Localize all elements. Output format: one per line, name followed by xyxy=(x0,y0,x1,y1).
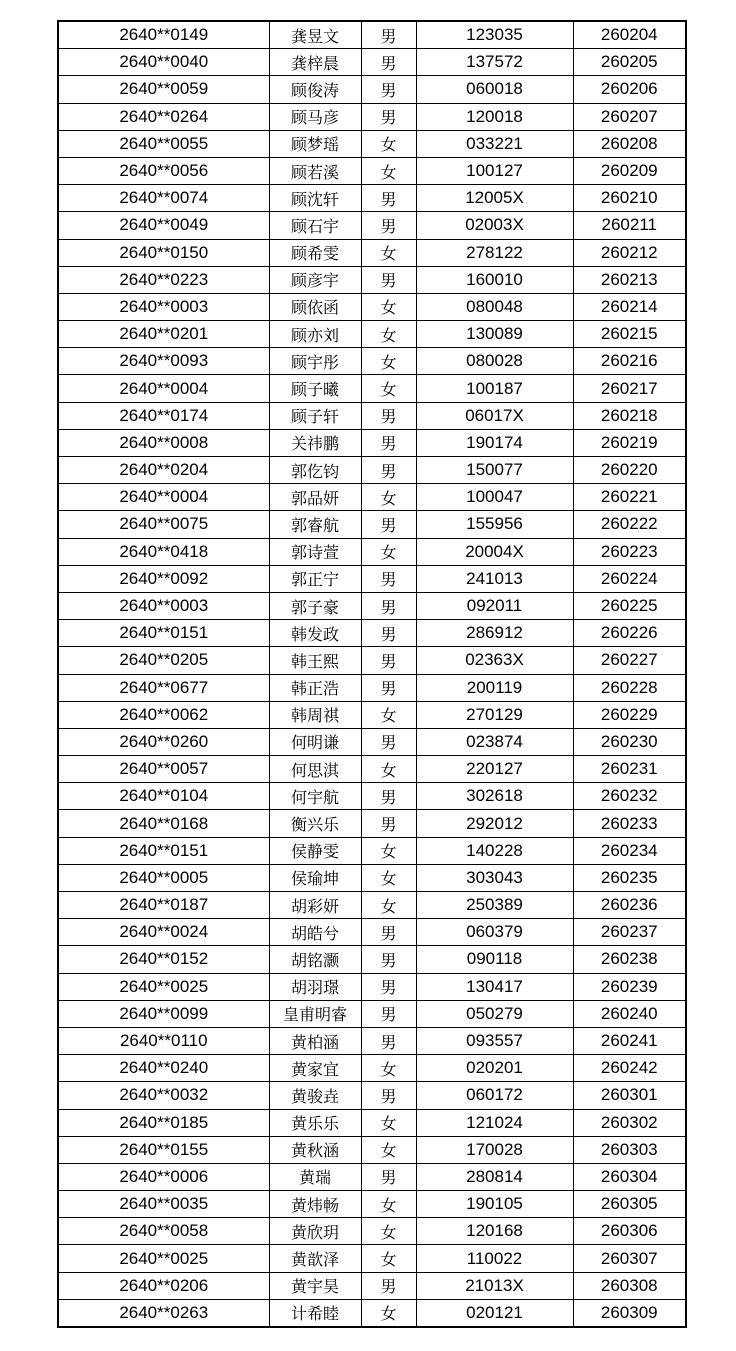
name-cell: 郭子豪 xyxy=(269,592,361,619)
seat-number-cell: 260241 xyxy=(573,1027,686,1054)
table-row xyxy=(58,293,686,320)
name-cell: 胡羽璟 xyxy=(269,973,361,1000)
id-number-cell: 2640**0205 xyxy=(58,647,269,674)
gender-cell: 男 xyxy=(361,946,416,973)
code-cell: 080048 xyxy=(416,293,573,320)
seat-number-cell: 260210 xyxy=(573,185,686,212)
seat-number-cell: 260217 xyxy=(573,375,686,402)
id-number-cell: 2640**0204 xyxy=(58,457,269,484)
name-cell: 侯静雯 xyxy=(269,837,361,864)
id-number-cell: 2640**0025 xyxy=(58,973,269,1000)
name-cell: 计希睦 xyxy=(269,1299,361,1327)
gender-cell: 男 xyxy=(361,1163,416,1190)
seat-number-cell: 260224 xyxy=(573,565,686,592)
code-cell: 050279 xyxy=(416,1000,573,1027)
code-cell: 155956 xyxy=(416,511,573,538)
code-cell: 137572 xyxy=(416,49,573,76)
table-row xyxy=(58,946,686,973)
table-row xyxy=(58,1109,686,1136)
code-cell: 20004X xyxy=(416,538,573,565)
code-cell: 020201 xyxy=(416,1055,573,1082)
code-cell: 080028 xyxy=(416,348,573,375)
code-cell: 020121 xyxy=(416,1299,573,1327)
seat-number-cell: 260215 xyxy=(573,321,686,348)
seat-number-cell: 260235 xyxy=(573,864,686,891)
code-cell: 123035 xyxy=(416,21,573,49)
name-cell: 郭品妍 xyxy=(269,484,361,511)
roster-table xyxy=(57,20,687,1328)
id-number-cell: 2640**0003 xyxy=(58,592,269,619)
code-cell: 278122 xyxy=(416,239,573,266)
id-number-cell: 2640**0025 xyxy=(58,1245,269,1272)
gender-cell: 男 xyxy=(361,103,416,130)
table-row xyxy=(58,429,686,456)
table-row xyxy=(58,49,686,76)
code-cell: 121024 xyxy=(416,1109,573,1136)
table-row xyxy=(58,1245,686,1272)
table-row xyxy=(58,1000,686,1027)
seat-number-cell: 260229 xyxy=(573,701,686,728)
seat-number-cell: 260231 xyxy=(573,756,686,783)
seat-number-cell: 260205 xyxy=(573,49,686,76)
name-cell: 黄宇昊 xyxy=(269,1272,361,1299)
id-number-cell: 2640**0024 xyxy=(58,919,269,946)
table-row xyxy=(58,565,686,592)
id-number-cell: 2640**0062 xyxy=(58,701,269,728)
gender-cell: 男 xyxy=(361,674,416,701)
gender-cell: 女 xyxy=(361,1191,416,1218)
seat-number-cell: 260222 xyxy=(573,511,686,538)
table-row xyxy=(58,1218,686,1245)
table-row xyxy=(58,674,686,701)
name-cell: 胡铭灏 xyxy=(269,946,361,973)
seat-number-cell: 260225 xyxy=(573,592,686,619)
name-cell: 顾子轩 xyxy=(269,402,361,429)
name-cell: 顾希雯 xyxy=(269,239,361,266)
code-cell: 302618 xyxy=(416,783,573,810)
gender-cell: 男 xyxy=(361,429,416,456)
gender-cell: 男 xyxy=(361,185,416,212)
gender-cell: 男 xyxy=(361,647,416,674)
name-cell: 黄骏垚 xyxy=(269,1082,361,1109)
id-number-cell: 2640**0040 xyxy=(58,49,269,76)
table-row xyxy=(58,1299,686,1327)
table-row xyxy=(58,538,686,565)
gender-cell: 女 xyxy=(361,1055,416,1082)
name-cell: 韩周祺 xyxy=(269,701,361,728)
code-cell: 286912 xyxy=(416,620,573,647)
table-row xyxy=(58,701,686,728)
name-cell: 龚昱文 xyxy=(269,21,361,49)
seat-number-cell: 260236 xyxy=(573,892,686,919)
id-number-cell: 2640**0418 xyxy=(58,538,269,565)
seat-number-cell: 260227 xyxy=(573,647,686,674)
gender-cell: 女 xyxy=(361,293,416,320)
table-row xyxy=(58,511,686,538)
table-row xyxy=(58,892,686,919)
code-cell: 02003X xyxy=(416,212,573,239)
seat-number-cell: 260223 xyxy=(573,538,686,565)
id-number-cell: 2640**0093 xyxy=(58,348,269,375)
table-row xyxy=(58,756,686,783)
table-row xyxy=(58,1055,686,1082)
name-cell: 黄秋涵 xyxy=(269,1136,361,1163)
table-row xyxy=(58,592,686,619)
name-cell: 黄柏涵 xyxy=(269,1027,361,1054)
code-cell: 060379 xyxy=(416,919,573,946)
seat-number-cell: 260209 xyxy=(573,157,686,184)
name-cell: 黄乐乐 xyxy=(269,1109,361,1136)
name-cell: 韩王熙 xyxy=(269,647,361,674)
code-cell: 292012 xyxy=(416,810,573,837)
seat-number-cell: 260308 xyxy=(573,1272,686,1299)
id-number-cell: 2640**0151 xyxy=(58,837,269,864)
gender-cell: 女 xyxy=(361,321,416,348)
gender-cell: 女 xyxy=(361,756,416,783)
code-cell: 270129 xyxy=(416,701,573,728)
seat-number-cell: 260309 xyxy=(573,1299,686,1327)
seat-number-cell: 260207 xyxy=(573,103,686,130)
id-number-cell: 2640**0005 xyxy=(58,864,269,891)
table-row xyxy=(58,402,686,429)
code-cell: 06017X xyxy=(416,402,573,429)
roster-table-body xyxy=(58,21,686,1327)
gender-cell: 男 xyxy=(361,212,416,239)
id-number-cell: 2640**0151 xyxy=(58,620,269,647)
table-row xyxy=(58,212,686,239)
seat-number-cell: 260304 xyxy=(573,1163,686,1190)
gender-cell: 男 xyxy=(361,76,416,103)
id-number-cell: 2640**0056 xyxy=(58,157,269,184)
name-cell: 顾依函 xyxy=(269,293,361,320)
seat-number-cell: 260221 xyxy=(573,484,686,511)
table-row xyxy=(58,375,686,402)
code-cell: 220127 xyxy=(416,756,573,783)
table-row xyxy=(58,647,686,674)
id-number-cell: 2640**0155 xyxy=(58,1136,269,1163)
seat-number-cell: 260206 xyxy=(573,76,686,103)
seat-number-cell: 260306 xyxy=(573,1218,686,1245)
code-cell: 280814 xyxy=(416,1163,573,1190)
gender-cell: 女 xyxy=(361,375,416,402)
seat-number-cell: 260301 xyxy=(573,1082,686,1109)
name-cell: 郭诗萱 xyxy=(269,538,361,565)
id-number-cell: 2640**0004 xyxy=(58,484,269,511)
table-row xyxy=(58,1272,686,1299)
table-row xyxy=(58,321,686,348)
name-cell: 何宇航 xyxy=(269,783,361,810)
name-cell: 皇甫明睿 xyxy=(269,1000,361,1027)
id-number-cell: 2640**0240 xyxy=(58,1055,269,1082)
table-row xyxy=(58,1163,686,1190)
seat-number-cell: 260234 xyxy=(573,837,686,864)
code-cell: 303043 xyxy=(416,864,573,891)
table-row xyxy=(58,1191,686,1218)
name-cell: 顾俊涛 xyxy=(269,76,361,103)
code-cell: 033221 xyxy=(416,130,573,157)
id-number-cell: 2640**0264 xyxy=(58,103,269,130)
table-row xyxy=(58,620,686,647)
id-number-cell: 2640**0032 xyxy=(58,1082,269,1109)
id-number-cell: 2640**0075 xyxy=(58,511,269,538)
table-row xyxy=(58,239,686,266)
table-row xyxy=(58,130,686,157)
name-cell: 黄歆泽 xyxy=(269,1245,361,1272)
id-number-cell: 2640**0059 xyxy=(58,76,269,103)
code-cell: 02363X xyxy=(416,647,573,674)
table-row xyxy=(58,810,686,837)
gender-cell: 男 xyxy=(361,457,416,484)
id-number-cell: 2640**0152 xyxy=(58,946,269,973)
table-row xyxy=(58,864,686,891)
code-cell: 100047 xyxy=(416,484,573,511)
table-row xyxy=(58,157,686,184)
code-cell: 12005X xyxy=(416,185,573,212)
gender-cell: 女 xyxy=(361,538,416,565)
name-cell: 何思淇 xyxy=(269,756,361,783)
gender-cell: 男 xyxy=(361,1027,416,1054)
gender-cell: 男 xyxy=(361,1272,416,1299)
seat-number-cell: 260219 xyxy=(573,429,686,456)
gender-cell: 女 xyxy=(361,239,416,266)
gender-cell: 女 xyxy=(361,130,416,157)
gender-cell: 男 xyxy=(361,620,416,647)
seat-number-cell: 260238 xyxy=(573,946,686,973)
name-cell: 顾彦宇 xyxy=(269,266,361,293)
name-cell: 衡兴乐 xyxy=(269,810,361,837)
code-cell: 130089 xyxy=(416,321,573,348)
gender-cell: 男 xyxy=(361,565,416,592)
seat-number-cell: 260220 xyxy=(573,457,686,484)
seat-number-cell: 260208 xyxy=(573,130,686,157)
seat-number-cell: 260233 xyxy=(573,810,686,837)
gender-cell: 女 xyxy=(361,701,416,728)
name-cell: 郭睿航 xyxy=(269,511,361,538)
gender-cell: 男 xyxy=(361,1000,416,1027)
table-row xyxy=(58,185,686,212)
gender-cell: 女 xyxy=(361,484,416,511)
seat-number-cell: 260204 xyxy=(573,21,686,49)
seat-number-cell: 260240 xyxy=(573,1000,686,1027)
seat-number-cell: 260218 xyxy=(573,402,686,429)
gender-cell: 女 xyxy=(361,348,416,375)
name-cell: 侯瑜坤 xyxy=(269,864,361,891)
table-row xyxy=(58,783,686,810)
seat-number-cell: 260212 xyxy=(573,239,686,266)
code-cell: 170028 xyxy=(416,1136,573,1163)
code-cell: 110022 xyxy=(416,1245,573,1272)
id-number-cell: 2640**0185 xyxy=(58,1109,269,1136)
id-number-cell: 2640**0035 xyxy=(58,1191,269,1218)
gender-cell: 男 xyxy=(361,1082,416,1109)
seat-number-cell: 260213 xyxy=(573,266,686,293)
seat-number-cell: 260242 xyxy=(573,1055,686,1082)
seat-number-cell: 260232 xyxy=(573,783,686,810)
id-number-cell: 2640**0049 xyxy=(58,212,269,239)
code-cell: 200119 xyxy=(416,674,573,701)
gender-cell: 女 xyxy=(361,1245,416,1272)
name-cell: 黄炜畅 xyxy=(269,1191,361,1218)
id-number-cell: 2640**0055 xyxy=(58,130,269,157)
table-row xyxy=(58,266,686,293)
table-row xyxy=(58,484,686,511)
name-cell: 顾梦瑶 xyxy=(269,130,361,157)
code-cell: 21013X xyxy=(416,1272,573,1299)
id-number-cell: 2640**0150 xyxy=(58,239,269,266)
seat-number-cell: 260230 xyxy=(573,728,686,755)
gender-cell: 女 xyxy=(361,157,416,184)
id-number-cell: 2640**0206 xyxy=(58,1272,269,1299)
id-number-cell: 2640**0149 xyxy=(58,21,269,49)
name-cell: 郭正宁 xyxy=(269,565,361,592)
name-cell: 关祎鹏 xyxy=(269,429,361,456)
gender-cell: 男 xyxy=(361,49,416,76)
gender-cell: 女 xyxy=(361,1109,416,1136)
table-row xyxy=(58,1082,686,1109)
table-row xyxy=(58,973,686,1000)
gender-cell: 男 xyxy=(361,728,416,755)
table-row xyxy=(58,837,686,864)
name-cell: 韩发政 xyxy=(269,620,361,647)
gender-cell: 男 xyxy=(361,810,416,837)
seat-number-cell: 260237 xyxy=(573,919,686,946)
name-cell: 顾若溪 xyxy=(269,157,361,184)
table-row xyxy=(58,919,686,946)
id-number-cell: 2640**0201 xyxy=(58,321,269,348)
name-cell: 黄家宜 xyxy=(269,1055,361,1082)
id-number-cell: 2640**0260 xyxy=(58,728,269,755)
id-number-cell: 2640**0263 xyxy=(58,1299,269,1327)
name-cell: 顾石宇 xyxy=(269,212,361,239)
seat-number-cell: 260307 xyxy=(573,1245,686,1272)
code-cell: 160010 xyxy=(416,266,573,293)
table-row xyxy=(58,21,686,49)
code-cell: 090118 xyxy=(416,946,573,973)
code-cell: 093557 xyxy=(416,1027,573,1054)
seat-number-cell: 260305 xyxy=(573,1191,686,1218)
code-cell: 190105 xyxy=(416,1191,573,1218)
name-cell: 韩正浩 xyxy=(269,674,361,701)
seat-number-cell: 260211 xyxy=(573,212,686,239)
code-cell: 190174 xyxy=(416,429,573,456)
code-cell: 100187 xyxy=(416,375,573,402)
code-cell: 120018 xyxy=(416,103,573,130)
gender-cell: 女 xyxy=(361,1299,416,1327)
gender-cell: 男 xyxy=(361,783,416,810)
code-cell: 092011 xyxy=(416,592,573,619)
name-cell: 郭仡钧 xyxy=(269,457,361,484)
code-cell: 023874 xyxy=(416,728,573,755)
id-number-cell: 2640**0677 xyxy=(58,674,269,701)
code-cell: 100127 xyxy=(416,157,573,184)
gender-cell: 女 xyxy=(361,837,416,864)
table-row xyxy=(58,1027,686,1054)
seat-number-cell: 260239 xyxy=(573,973,686,1000)
id-number-cell: 2640**0223 xyxy=(58,266,269,293)
id-number-cell: 2640**0004 xyxy=(58,375,269,402)
name-cell: 顾宇彤 xyxy=(269,348,361,375)
id-number-cell: 2640**0006 xyxy=(58,1163,269,1190)
id-number-cell: 2640**0058 xyxy=(58,1218,269,1245)
id-number-cell: 2640**0074 xyxy=(58,185,269,212)
gender-cell: 男 xyxy=(361,21,416,49)
gender-cell: 女 xyxy=(361,1218,416,1245)
id-number-cell: 2640**0003 xyxy=(58,293,269,320)
gender-cell: 男 xyxy=(361,266,416,293)
id-number-cell: 2640**0057 xyxy=(58,756,269,783)
gender-cell: 女 xyxy=(361,1136,416,1163)
table-row xyxy=(58,728,686,755)
gender-cell: 男 xyxy=(361,592,416,619)
code-cell: 140228 xyxy=(416,837,573,864)
table-row xyxy=(58,103,686,130)
table-row xyxy=(58,348,686,375)
table-row xyxy=(58,76,686,103)
seat-number-cell: 260214 xyxy=(573,293,686,320)
code-cell: 130417 xyxy=(416,973,573,1000)
id-number-cell: 2640**0110 xyxy=(58,1027,269,1054)
code-cell: 250389 xyxy=(416,892,573,919)
id-number-cell: 2640**0092 xyxy=(58,565,269,592)
seat-number-cell: 260303 xyxy=(573,1136,686,1163)
code-cell: 120168 xyxy=(416,1218,573,1245)
id-number-cell: 2640**0008 xyxy=(58,429,269,456)
code-cell: 150077 xyxy=(416,457,573,484)
id-number-cell: 2640**0174 xyxy=(58,402,269,429)
name-cell: 顾亦刘 xyxy=(269,321,361,348)
seat-number-cell: 260228 xyxy=(573,674,686,701)
name-cell: 何明谦 xyxy=(269,728,361,755)
name-cell: 顾子曦 xyxy=(269,375,361,402)
table-row xyxy=(58,457,686,484)
seat-number-cell: 260302 xyxy=(573,1109,686,1136)
name-cell: 黄欣玥 xyxy=(269,1218,361,1245)
name-cell: 胡彩妍 xyxy=(269,892,361,919)
id-number-cell: 2640**0104 xyxy=(58,783,269,810)
name-cell: 顾马彦 xyxy=(269,103,361,130)
code-cell: 241013 xyxy=(416,565,573,592)
code-cell: 060018 xyxy=(416,76,573,103)
name-cell: 胡皓兮 xyxy=(269,919,361,946)
gender-cell: 男 xyxy=(361,919,416,946)
id-number-cell: 2640**0187 xyxy=(58,892,269,919)
id-number-cell: 2640**0168 xyxy=(58,810,269,837)
seat-number-cell: 260216 xyxy=(573,348,686,375)
gender-cell: 女 xyxy=(361,892,416,919)
id-number-cell: 2640**0099 xyxy=(58,1000,269,1027)
gender-cell: 男 xyxy=(361,402,416,429)
seat-number-cell: 260226 xyxy=(573,620,686,647)
gender-cell: 男 xyxy=(361,511,416,538)
table-row xyxy=(58,1136,686,1163)
name-cell: 龚梓晨 xyxy=(269,49,361,76)
code-cell: 060172 xyxy=(416,1082,573,1109)
name-cell: 顾沈轩 xyxy=(269,185,361,212)
gender-cell: 男 xyxy=(361,973,416,1000)
name-cell: 黄瑞 xyxy=(269,1163,361,1190)
gender-cell: 女 xyxy=(361,864,416,891)
